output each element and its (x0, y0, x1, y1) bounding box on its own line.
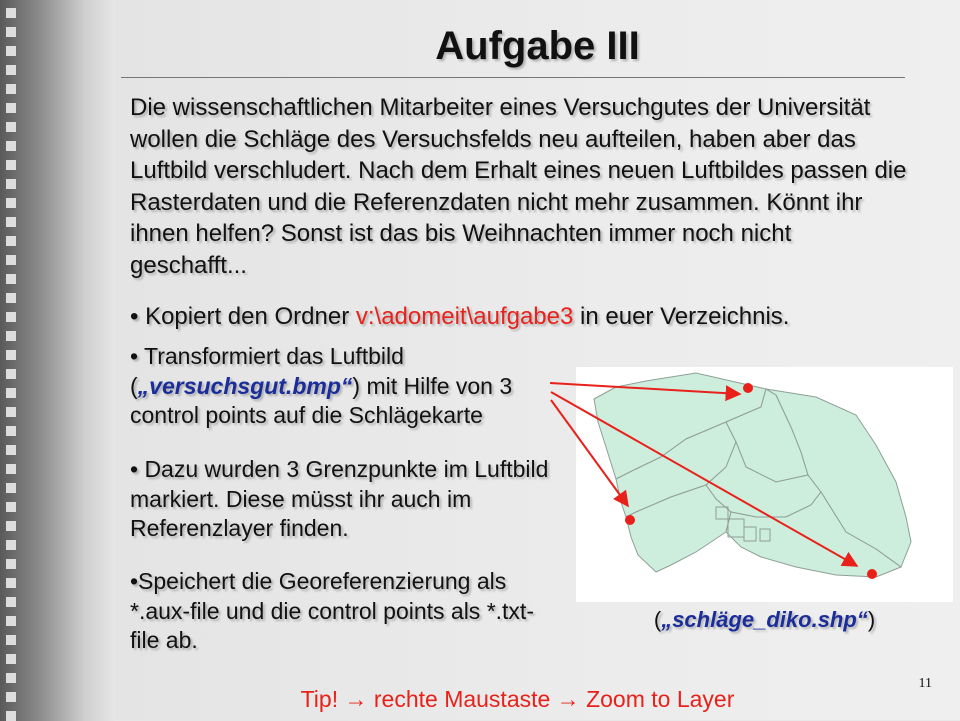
control-point-marker (743, 383, 753, 393)
bullet-transform-prefix: • Transformiert das Luftbild ( (130, 343, 404, 399)
bullet-transform-suffix: ) mit Hilfe von 3 control points auf die Schlägekarte (130, 372, 513, 428)
slide-title: Aufgabe III (435, 24, 640, 68)
page-number: 11 (918, 676, 932, 691)
control-point-marker (625, 515, 635, 525)
caption-open: ( (653, 607, 662, 632)
intro-paragraph: Die wissenschaftlichen Mitarbeiter eines Versuchgutes der Universität wollen die Schläge des Versuchsfelds neu aufteilen, haben aber das Luftbild verschludert. Nach dem Erhalt eines neuen Luftbildes passen die Rasterdaten und die Referenzdaten nicht mehr zusammen. Könnt ihr ihnen helfen? Sonst ist das bis Weihnachten immer noch nicht geschafft... (130, 94, 907, 279)
arrow-right-icon (550, 383, 740, 394)
bullet-copy-prefix: • Kopiert den Ordner (130, 303, 356, 330)
caption-close: ) (867, 607, 876, 632)
raster-filename: „versuchsgut.bmp“ (137, 372, 353, 399)
arrow-right-icon (551, 400, 628, 506)
bullet-boundary-points: • Dazu wurden 3 Grenzpunkte im Luftbild markiert. Diese müsst ihr auch im Referenzlayer finden. (130, 456, 549, 541)
tip-text: Tip! → rechte Maustaste → Zoom to Layer (300, 686, 735, 712)
bullet-copy-suffix: in euer Verzeichnis. (573, 303, 790, 330)
map-caption (576, 607, 953, 633)
arrow-right-icon (551, 392, 857, 566)
shapefile-name: „schläge_diko.shp“ (661, 607, 868, 632)
bullet-save: •Speichert die Georeferenzierung als *.aux-file und die control points als *.txt-file ab. (130, 568, 534, 653)
folder-path: v:\adomeit\aufgabe3 (355, 303, 574, 330)
control-point-marker (867, 569, 877, 579)
